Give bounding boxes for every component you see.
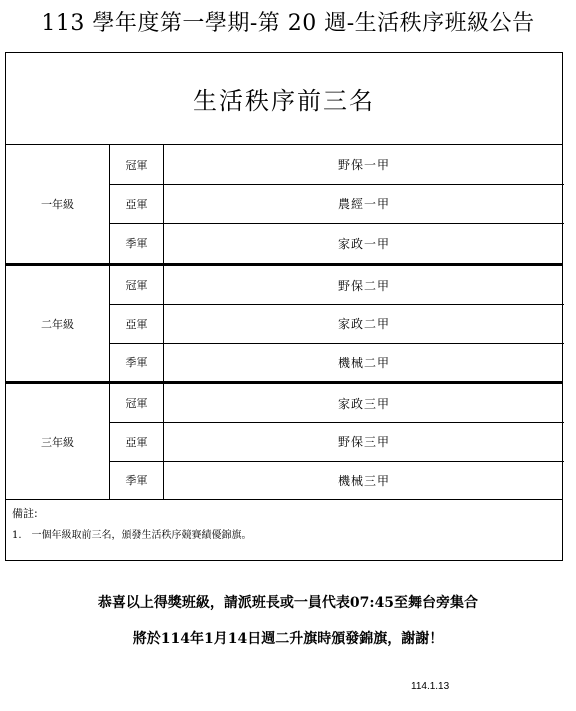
class-name: 野保一甲: [337, 158, 390, 172]
notes-section: [6, 499, 562, 562]
class-name: 家政三甲: [337, 396, 390, 411]
table-row: [110, 145, 564, 184]
rank-label: 季軍: [110, 343, 164, 381]
rank-label: 亞軍: [110, 304, 164, 343]
grade-label: 二年級: [6, 266, 110, 381]
rank-label: 冠軍: [110, 266, 164, 304]
grade-section-1: [6, 145, 562, 263]
class-name: 家政二甲: [337, 317, 390, 331]
award-schedule-message: 將於114年1月14日週二升旗時頒發錦旗，謝謝！: [132, 631, 444, 647]
table-row: [110, 461, 564, 499]
class-name: 野保三甲: [337, 435, 390, 449]
class-name: 機械三甲: [337, 473, 390, 488]
table-row: [110, 223, 564, 263]
rank-label: 冠軍: [110, 384, 164, 422]
class-name: 家政一甲: [337, 236, 390, 251]
announcement-date: 114.1.13: [411, 681, 450, 692]
grade-section-2: [6, 266, 562, 381]
table-row: [110, 184, 564, 223]
class-name: 農經一甲: [337, 197, 390, 211]
notes-heading: 備註:: [12, 507, 38, 520]
table-row: [110, 422, 564, 461]
rank-label: 季軍: [110, 461, 164, 499]
table-row: [110, 266, 564, 304]
table-row: [110, 384, 564, 422]
congrats-message: 恭喜以上得獎班級，請派班長或一員代表07:45至舞台旁集合: [97, 595, 479, 611]
grade-label: 一年級: [6, 145, 110, 263]
rank-label: 季軍: [110, 223, 164, 263]
table-row: [110, 343, 564, 381]
class-name: 機械二甲: [337, 355, 390, 370]
grade-section-3: [6, 384, 562, 499]
class-name: 野保二甲: [337, 278, 390, 293]
ranking-table: [5, 52, 563, 561]
table-title: 生活秩序前三名: [6, 53, 562, 145]
rank-label: 亞軍: [110, 184, 164, 223]
rank-label: 冠軍: [110, 145, 164, 184]
page-title: 113 學年度第一學期-第 20 週-生活秩序班級公告: [41, 11, 535, 36]
rank-label: 亞軍: [110, 422, 164, 461]
grade-label: 三年級: [6, 384, 110, 499]
table-row: [110, 304, 564, 343]
note-item: 1. 一個年級取前三名，頒發生活秩序競賽績優錦旗。: [12, 530, 252, 541]
